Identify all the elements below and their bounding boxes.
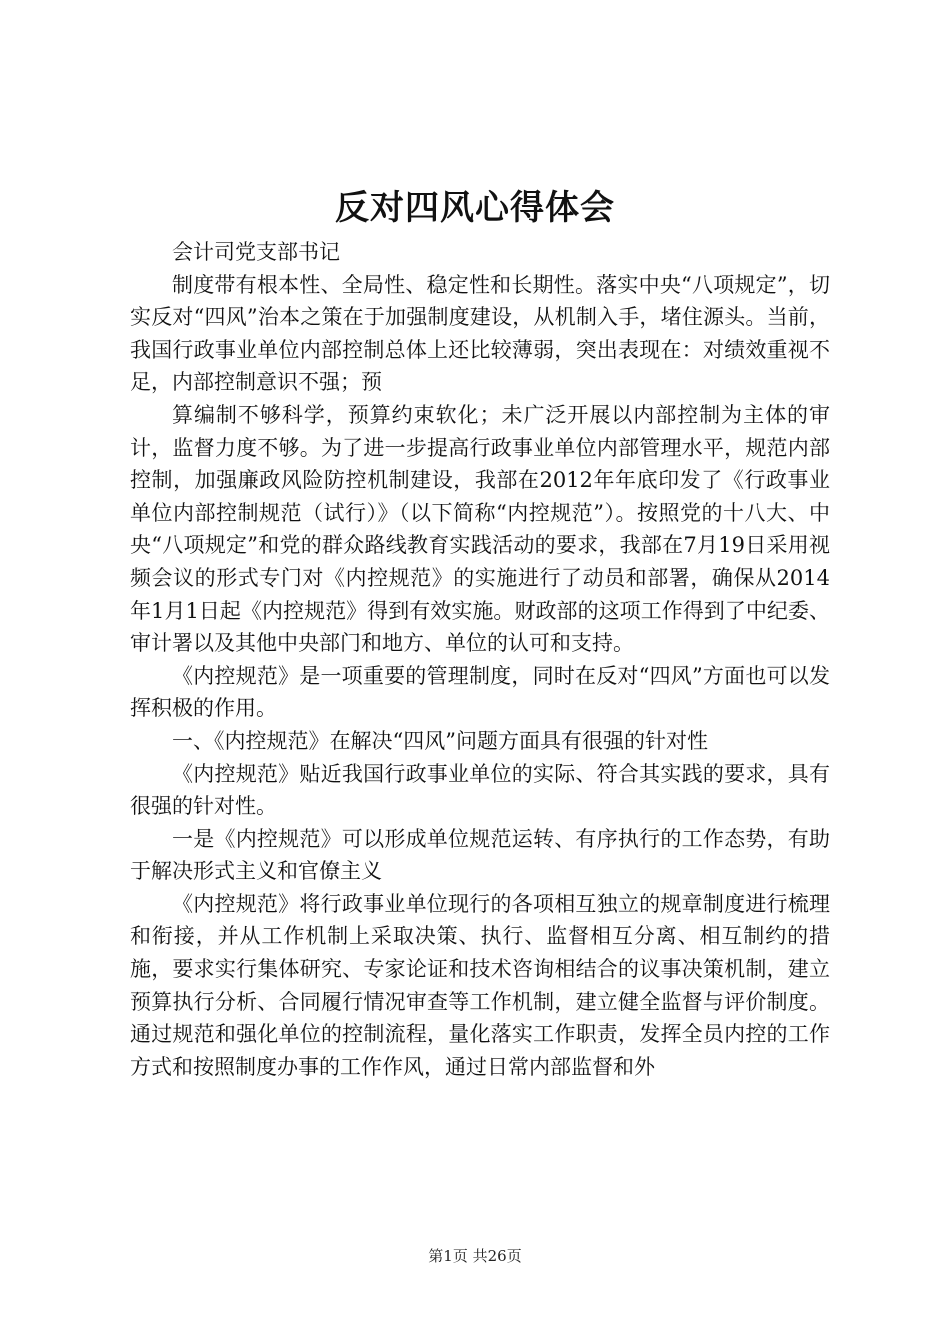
sub-heading: 一是《内控规范》可以形成单位规范运转、有序执行的工作态势，有助于解决形式主义和官僚主义 (130, 826, 830, 884)
section-heading: 一、《内控规范》在解决“四风”问题方面具有很强的针对性 (172, 728, 708, 753)
body-paragraph: 《内控规范》贴近我国行政事业单位的实际、符合其实践的要求，具有很强的针对性。 (130, 761, 830, 819)
body-paragraph: 《内控规范》将行政事业单位现行的各项相互独立的规章制度进行梳理和衔接，并从工作机制上采取决策、执行、监督相互分离、相互制约的措施，要求实行集体研究、专家论证和技术咨询相结合的议事决策机制，建立预算执行分析、合同履行情况审查等工作机制，建立健全监督与评价制度。通过规范和强化单位的控制流程，量化落实工作职责，发挥全员内控的工作方式和按照制度办事的工作作风，通过日常内部监督和外 (130, 891, 830, 1079)
document-title: 反对四风心得体会 (335, 188, 615, 228)
body-paragraph: 算编制不够科学，预算约束软化；未广泛开展以内部控制为主体的审计，监督力度不够。为了进一步提高行政事业单位内部管理水平，规范内部控制，加强廉政风险防控机制建设，我部在2012年年底印发了《行政事业单位内部控制规范（试行）》（以下简称“内控规范”）。按照党的十八大、中央“八项规定”和党的群众路线教育实践活动的要求，我部在7月19日采用视频会议的形式专门对《内控规范》的实施进行了动员和部署，确保从2014年1月1日起《内控规范》得到有效实施。财政部的这项工作得到了中纪委、审计署以及其他中央部门和地方、单位的认可和支持。 (130, 402, 830, 656)
body-paragraph: 《内控规范》是一项重要的管理制度，同时在反对“四风”方面也可以发挥积极的作用。 (130, 663, 830, 721)
body-paragraph: 制度带有根本性、全局性、稳定性和长期性。落实中央“八项规定”，切实反对“四风”治本之策在于加强制度建设，从机制入手，堵住源头。当前，我国行政事业单位内部控制总体上还比较薄弱，突出表现在：对绩效重视不足，内部控制意识不强；预 (130, 272, 830, 395)
page-number-footer: 第1页 共26页 (428, 1247, 522, 1265)
document-body (130, 236, 830, 1083)
author-line: 会计司党支部书记 (172, 240, 340, 264)
